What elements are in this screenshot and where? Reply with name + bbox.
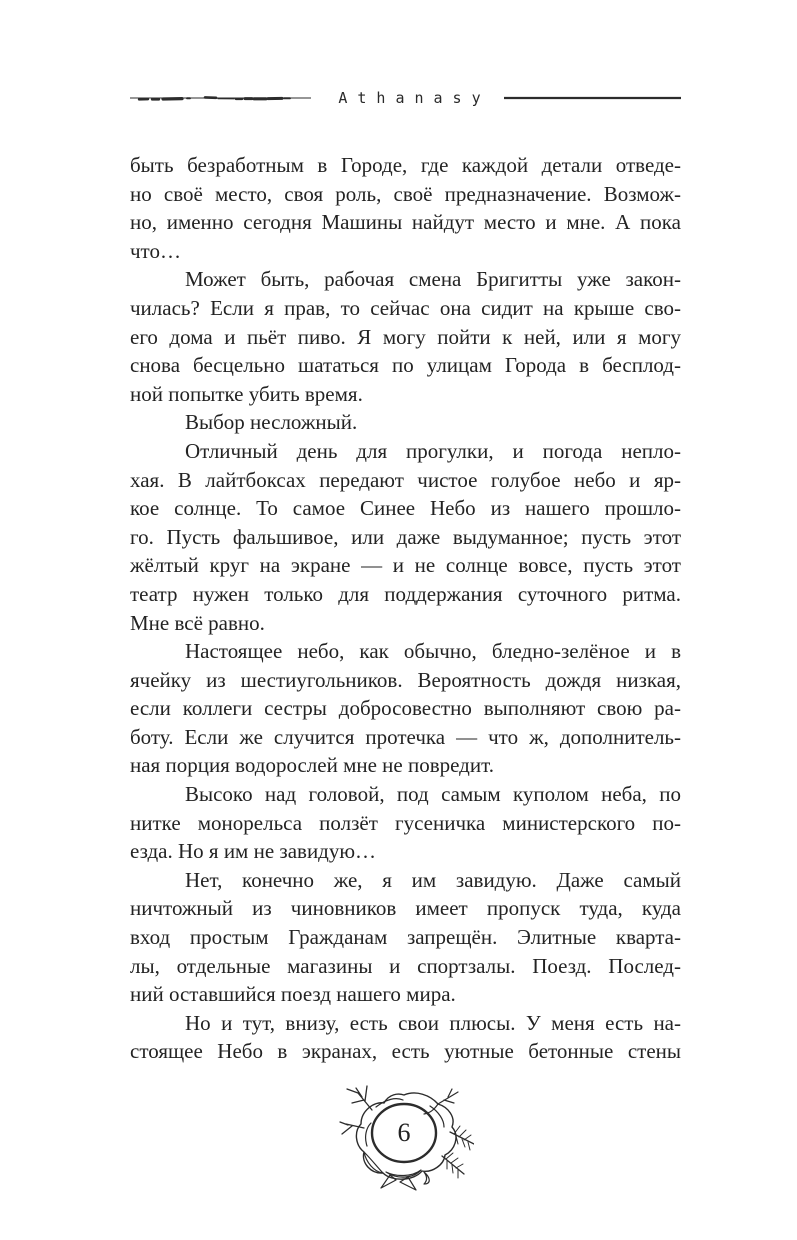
text-line: Настоящее небо, как обычно, бледно-зелёное и в <box>185 639 681 664</box>
page-footer <box>334 1080 474 1192</box>
text-line: стоящее Небо в экранах, есть уютные бетонные стены <box>130 1039 681 1064</box>
text-line: лы, отдельные магазины и спортзалы. Поезд. Послед- <box>130 953 681 978</box>
text-line: но своё место, своя роль, своё предназначение. Возмож- <box>130 181 681 206</box>
text-line: ной попытке убить время. <box>130 381 363 406</box>
text-line: кое солнце. То самое Синее Небо из нашего прошло- <box>130 496 681 521</box>
page-number: 6 <box>397 1118 411 1147</box>
text-line: ничтожный из чиновников имеет пропуск туда, куда <box>130 896 681 921</box>
text-line: быть безработным в Городе, где каждой детали отведе- <box>130 153 681 177</box>
text-line: но, именно сегодня Машины найдут место и мне. А пока <box>130 210 681 235</box>
text-line: его дома и пьёт пиво. Я могу пойти к ней, или я могу <box>130 324 681 349</box>
text-line: ний оставшийся поезд нашего мира. <box>130 982 456 1007</box>
running-head <box>130 88 681 108</box>
text-line: Отличный день для прогулки, и погода непло- <box>185 438 681 463</box>
right-rule <box>504 92 681 104</box>
text-line: хая. В лайтбоксах передают чистое голубое небо и яр- <box>130 467 681 492</box>
text-line: ная порция водорослей мне не повредит. <box>130 753 494 778</box>
text-line: Мне всё равно. <box>130 610 265 635</box>
text-line: что… <box>130 238 181 263</box>
text-line: ячейку из шестиугольников. Вероятность дождя низкая, <box>130 667 681 692</box>
text-line: вход простым Гражданам запрещён. Элитные кварта- <box>130 925 681 950</box>
text-line: го. Пусть фальшивое, или даже выдуманное; пусть этот <box>130 524 681 549</box>
book-title: Athanasy <box>338 89 491 107</box>
text-line: если коллеги сестры добросовестно выполняют свою ра- <box>130 696 681 721</box>
text-line: Может быть, рабочая смена Бригитты уже закон- <box>185 267 681 292</box>
text-line: чилась? Если я прав, то сейчас она сидит на крыше сво- <box>130 295 681 320</box>
left-rule-sketch <box>130 92 311 104</box>
text-line: театр нужен только для поддержания суточного ритма. <box>130 581 681 606</box>
text-line: Нет, конечно же, я им завидую. Даже самый <box>185 867 681 892</box>
text-line: Высоко над головой, под самым куполом неба, по <box>185 782 681 807</box>
text-line: снова бесцельно шататься по улицам Города в бесплод- <box>130 353 681 378</box>
text-line: нитке монорельса ползёт гусеничка министерского по- <box>130 810 681 835</box>
text-line: жёлтый круг на экране — и не солнце вовсе, пусть этот <box>130 553 681 578</box>
text-line: боту. Если же случится протечка — что ж, дополнитель- <box>130 724 681 749</box>
text-line: Выбор несложный. <box>185 410 358 435</box>
text-block <box>130 151 681 1066</box>
text-line: Но и тут, внизу, есть свои плюсы. У меня есть на- <box>185 1010 681 1035</box>
text-line: езда. Но я им не завидую… <box>130 839 377 864</box>
